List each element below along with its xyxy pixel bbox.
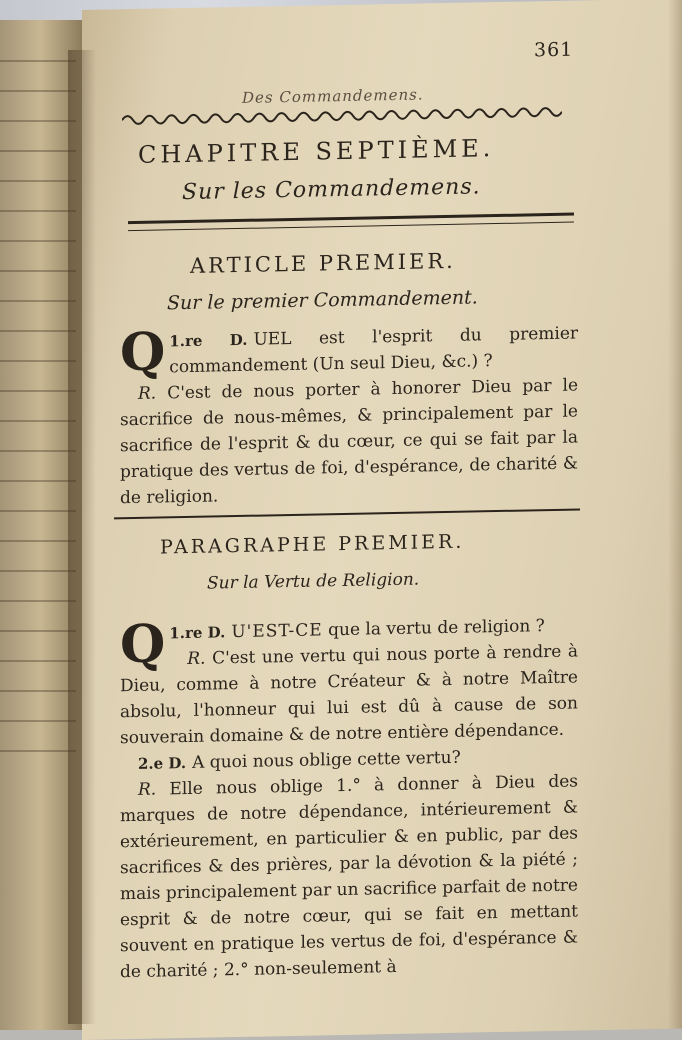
chapter-subtitle: Sur les Commandemens.: [182, 174, 481, 206]
answer-text: Elle nous oblige 1.° à donner à Dieu des marques de notre dépendance, intérieurement & extérieurement, en particulier & en public, par des sacrifices & des prières, par la dévotion & la piété ; mais principalement par un sacrifice parfait de notre esprit & de notre cœur, qui se fait en mettant souvent en pratique les vertus de foi, d'espérance & de charité ; 2.° non-seulement à: [120, 771, 578, 983]
question-number: 1.re D.: [169, 623, 226, 643]
question-answer-2: [120, 612, 578, 985]
page-number: 361: [534, 38, 574, 62]
drop-cap: Q: [120, 613, 166, 676]
page-edge-shadow: [668, 0, 682, 1029]
running-head: Des Commandemens.: [242, 85, 424, 107]
double-rule-divider: [128, 213, 574, 232]
answer-label: R.: [187, 648, 206, 669]
question-text: UEL est l'esprit du premier commandement (Un seul Dieu, &c.) ?: [169, 323, 579, 378]
question-answer-1: [120, 320, 578, 511]
paragraph-title: PARAGRAPHE PREMIER.: [160, 530, 465, 559]
answer-paragraph: [120, 768, 578, 985]
question-text: que la vertu de religion ?: [322, 616, 545, 641]
answer-text: C'est de nous porter à honorer Dieu par le sacrifice de nous-mêmes, & principalement par le sacrifice de l'esprit & du cœur, ce qui se fait par la pratique des vertus de foi, d'espérance, de charité & de religion.: [120, 375, 579, 509]
paragraph-subtitle: Sur la Vertu de Religion.: [207, 569, 420, 594]
question-text: A quoi nous oblige cette vertu?: [192, 747, 461, 773]
spine-shadow: [68, 50, 96, 1024]
answer-text: C'est une vertu qui nous porte à rendre à Dieu, comme à notre Créateur & à notre Maître absolu, l'honneur qui lui est dû à cause de son souverain domaine & de notre entière dépendance.: [120, 641, 578, 749]
answer-label: R.: [138, 779, 157, 800]
drop-cap: Q: [120, 321, 166, 384]
answer-paragraph: [120, 638, 578, 751]
section-divider: [114, 508, 580, 519]
answer-label: R.: [138, 383, 157, 404]
book-page: [82, 0, 682, 1040]
chapter-title: CHAPITRE SEPTIÈME.: [138, 134, 495, 169]
answer-paragraph: [120, 372, 578, 511]
article-title: ARTICLE PREMIER.: [190, 248, 456, 278]
article-subtitle: Sur le premier Commandement.: [167, 286, 478, 315]
question-number: 2.e D.: [138, 754, 187, 773]
question-number: 1.re D.: [169, 330, 248, 351]
question-lead: U'EST-CE: [231, 620, 323, 643]
ornamental-wave-rule: [122, 104, 562, 128]
